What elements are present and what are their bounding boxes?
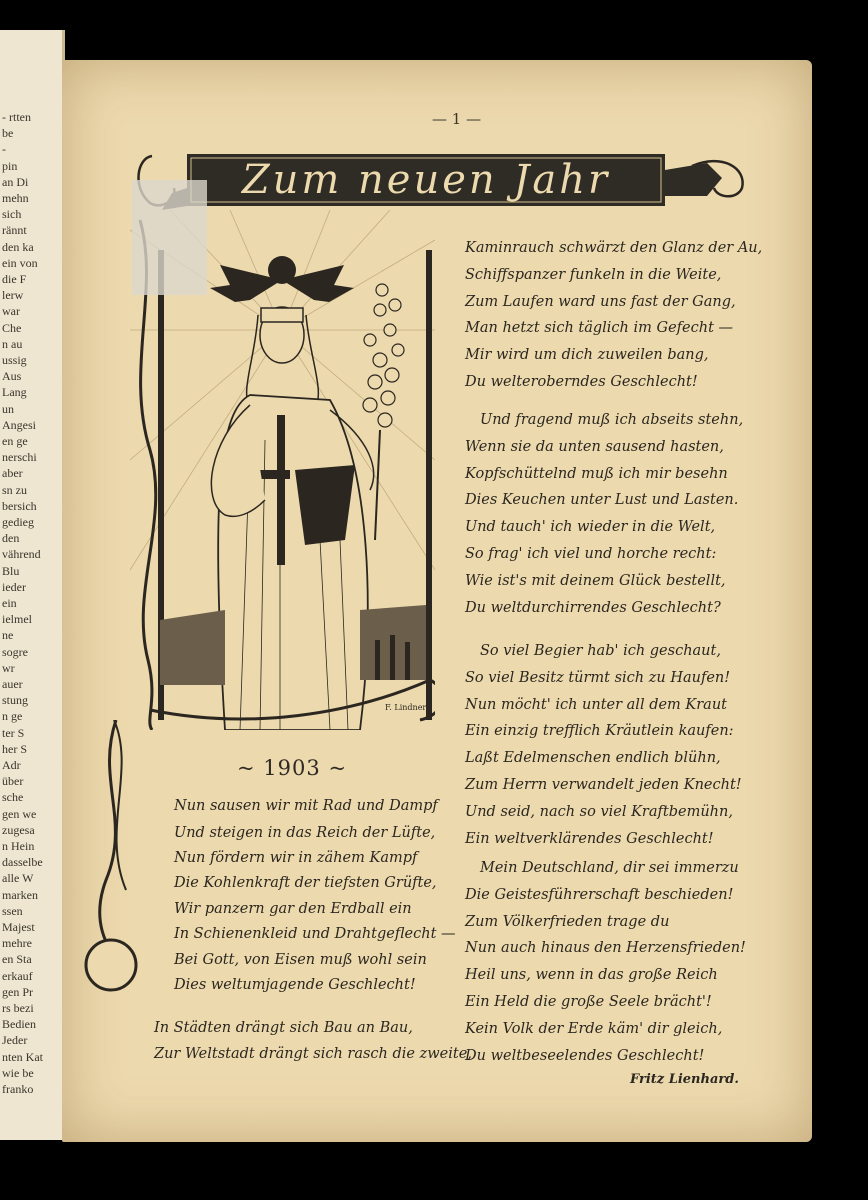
left-page-fragment: an Di [2,174,29,189]
poem-line: Nun sausen wir mit Rad und Dampf [174,798,438,814]
left-page-fragment: Aus [2,369,22,384]
left-page-fragment: Che [2,320,22,335]
left-page-fragment: ieder [2,579,26,594]
left-page-fragment: den [2,531,20,546]
left-page-fragment: rännt [2,223,27,238]
poem-line: Du weltbeseelendes Geschlecht! [465,1047,705,1064]
left-page-fragment: gen Pr [2,984,33,999]
left-page-fragment: n au [2,336,23,351]
year-text: 1903 [263,756,321,780]
left-page-fragment: stung [2,693,29,708]
magazine-page [62,60,812,1142]
page-number: — 1 — [432,110,482,128]
poem-line: Die Geistesführerschaft beschieden! [465,886,734,903]
poem-line: So viel Begier hab' ich geschaut, [480,643,721,659]
left-page-fragment: ter S [2,725,25,740]
poem-line: Ein einzig trefflich Kräutlein kaufen: [465,723,734,740]
left-page-fragment: un [2,401,14,416]
poem-line: Du weltdurchirrendes Geschlecht? [465,599,721,616]
poem-line: Und tauch' ich wieder in die Welt, [465,519,716,536]
left-page-fragment: en ge [2,434,28,448]
left-page-fragment: vährend [2,547,41,562]
left-page-fragment: ein von [2,255,38,270]
left-page-fragment: Majest [2,920,35,934]
poem-line: Dies Keuchen unter Lust und Lasten. [465,492,739,509]
left-page-fragment: sche [2,790,24,805]
left-page-fragment: en Sta [2,952,32,967]
poem-line: Wenn sie da unten sausend hasten, [465,438,724,455]
left-page-fragment: franko [2,1082,34,1096]
left-page-fragment: be [2,126,14,141]
poem-line: Zum Laufen ward uns fast der Gang, [465,293,736,310]
left-page-fragment: alle W [2,871,34,886]
poem-line: Man hetzt sich täglich im Gefecht — [465,320,734,337]
left-page-fragment: sich [2,207,22,222]
left-page-fragment: wie be [2,1065,34,1080]
poem-line: Mir wird um dich zuweilen bang, [465,347,709,364]
poem-line: Kein Volk der Erde käm' dir gleich, [465,1020,723,1037]
poem-line: Kaminrauch schwärzt den Glanz der Au, [465,240,763,256]
poem-line: Wir panzern gar den Erdball ein [174,901,412,917]
poem-line: Wie ist's mit deinem Glück bestellt, [465,572,726,589]
year-heading: ~ 1903 ~ [237,756,348,780]
left-page-fragment: war [2,304,20,319]
left-page-fragment: aber [2,466,23,481]
left-page-fragment: pin [2,158,18,173]
left-page-fragment: wr [2,660,15,675]
left-page-fragment: ein [2,596,17,610]
left-page-fragment: ne [2,628,14,643]
poem-line: Du welteroberndes Geschlecht! [465,374,698,390]
left-page-fragment: mehn [2,191,29,205]
poem-line: In Städten drängt sich Bau an Bau, [154,1020,413,1036]
poem-line: Zum Herrn verwandelt jeden Knecht! [465,777,742,793]
poem-line: Und seid, nach so viel Kraftbemühn, [465,803,733,820]
paper-tear [132,180,207,295]
left-page-fragment: ssen [2,903,23,918]
left-page-fragment: Adr [2,758,21,772]
poem-line: Kopfschüttelnd muß ich mir besehn [465,465,728,482]
poem-line: Nun fördern wir in zähem Kampf [174,850,418,866]
poem-line: In Schienenkleid und Drahtgeflecht — [174,926,456,942]
left-page-fragment: rs bezi [2,1001,34,1015]
left-page-fragment: auer [2,677,23,691]
poem-line: Nun auch hinaus den Herzensfrieden! [465,940,746,957]
left-page-fragment: sogre [2,644,28,659]
left-page-fragment: her S [2,741,27,756]
poem-line: So viel Besitz türmt sich zu Haufen! [465,669,731,686]
poem-line: Schiffspanzer funkeln in die Weite, [465,266,722,283]
left-page-fragment: marken [2,887,38,902]
left-page-fragment: bersich [2,498,37,513]
left-page-fragment: ielmel [2,612,32,627]
poem-line: Ein Held die große Seele brächt'! [465,994,712,1010]
poem-line: Dies weltumjagende Geschlecht! [174,977,416,993]
left-page-fragment: lerw [2,288,24,303]
previous-page-edge [0,30,65,1140]
left-page-fragment: nerschi [2,450,37,465]
left-page-fragment: mehre [2,936,32,951]
left-page-fragment: Angesi [2,417,36,432]
left-page-fragment: gedieg [2,515,34,529]
left-page-fragment: den ka [2,239,34,254]
poem-line: Zur Weltstadt drängt sich rasch die zweite, [154,1046,472,1062]
left-page-fragment: Bedien [2,1017,36,1032]
poem-line: Heil uns, wenn in das große Reich [465,967,718,984]
left-page-fragment: gen we [2,806,37,821]
left-page-fragment: nten Kat [2,1049,43,1064]
left-page-fragment: n ge [2,709,23,724]
poem-line: Ein weltverklärendes Geschlecht! [465,830,714,847]
banner-title: Zum neuen Jahr [241,157,611,203]
poem-line: So frag' ich viel und horche recht: [465,546,717,562]
left-page-fragment: - [2,142,6,157]
vine-ornament [76,720,156,1000]
left-page-fragment: über [2,774,24,789]
poem-line: Nun möcht' ich unter all dem Kraut [465,696,727,713]
poem-line: Zum Völkerfrieden trage du [465,913,670,930]
left-page-fragment: die F [2,272,27,286]
poem-line: Mein Deutschland, dir sei immerzu [480,860,739,876]
title-banner [132,148,747,218]
left-page-fragment: dasselbe [2,855,43,870]
left-page-fragment: erkauf [2,968,33,983]
left-page-fragment: ussig [2,353,27,367]
poem-line: Bei Gott, von Eisen muß wohl sein [174,952,427,968]
left-page-fragment: sn zu [2,482,27,497]
poem-line: Die Kohlenkraft der tiefsten Grüfte, [174,875,437,891]
poem-line: Und steigen in das Reich der Lüfte, [174,825,436,841]
poem-line: Laßt Edelmenschen endlich blühn, [465,750,721,767]
illustration-signature: F. Lindner [385,703,427,712]
left-page-fragment: Lang [2,385,27,400]
left-page-fragment: Blu [2,563,20,578]
author-signature: Fritz Lienhard. [630,1072,739,1087]
left-page-fragment: n Hein [2,839,35,853]
left-page-fragment: Jeder [2,1033,28,1048]
poem-line: Und fragend muß ich abseits stehn, [480,412,744,428]
left-page-fragment: - rtten [2,110,31,124]
left-page-fragment: zugesa [2,822,35,837]
